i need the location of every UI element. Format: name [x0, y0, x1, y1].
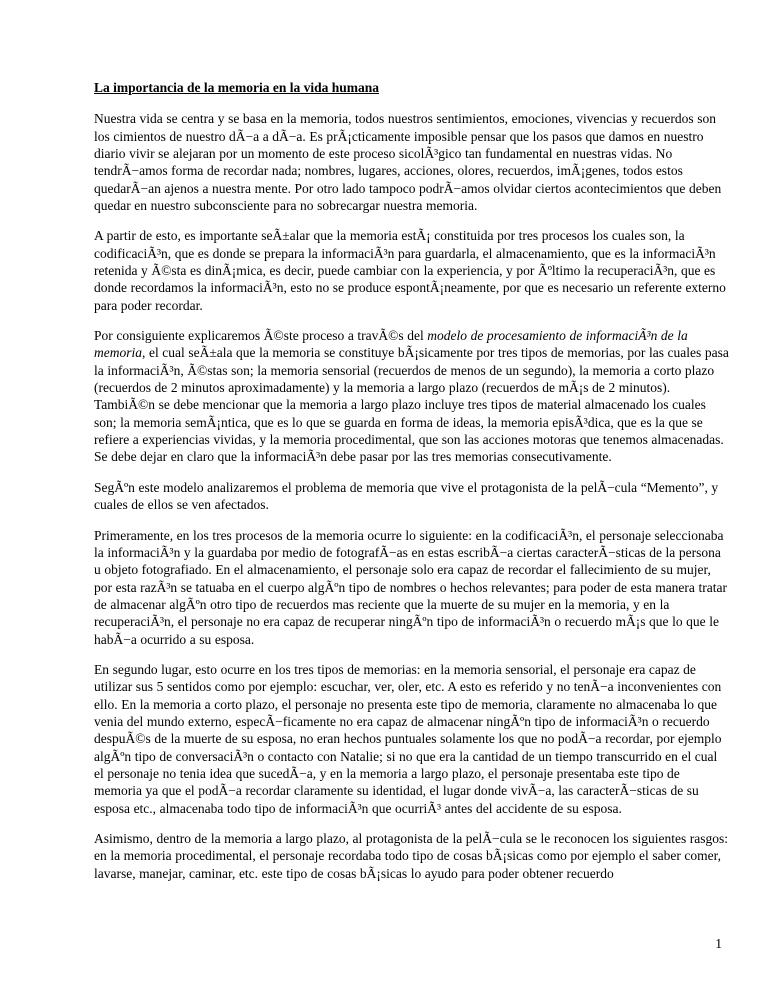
- paragraph: [94, 661, 730, 817]
- text-run: Primeramente, en los tres procesos de la memoria ocurre lo siguiente: en la codificaciÃ³n, el personaje seleccionaba la informaciÃ³n y la guardaba por medio de fotografÃ−as en estas escribÃ−a ciertas caracterÃ−sticas de la persona u objeto fotografiado. En el almacenamiento, el personaje solo era capaz de recordar el fallecimiento de su mujer, por esta razÃ³n se tatuaba en el cuerpo algÃºn tipo de nombres o hechos relevantes; para poder de esta manera tratar de almacenar algÃºn otro tipo de recuerdos mas reciente que la muerte de su mujer en la memoria, y en la recuperaciÃ³n, el personaje no era capaz de recuperar ningÃºn tipo de informaciÃ³n o recuerdo mÃ¡s que lo que le habÃ−a ocurrido a su esposa.: [94, 527, 727, 647]
- text-run: Por consiguiente explicaremos Ã©ste proceso a travÃ©s del: [94, 328, 428, 344]
- text-run: A partir de esto, es importante seÃ±alar que la memoria estÃ¡ constituida por tres procesos los cuales son, la codificaciÃ³n, que es donde se prepara la informaciÃ³n para guardarla, el almacenamiento, que es la informaciÃ³n retenida y Ã©sta es dinÃ¡mica, es decir, puede cambiar con la experiencia, y por Ãºltimo la recuperaciÃ³n, que es donde recordamos la informaciÃ³n, esto no se produce espontÃ¡neamente, por que es necesario un referente externo para poder recordar.: [94, 228, 726, 313]
- italic-text-run: modelo de procesamiento de informaciÃ³n de la memoria: [94, 328, 688, 361]
- page-number: 1: [715, 936, 722, 951]
- paragraph: [94, 527, 730, 648]
- paragraph: [94, 830, 730, 882]
- paragraph: [94, 327, 730, 466]
- text-run: SegÃºn este modelo analizaremos el problema de memoria que vive el protagonista de la pelÃ−cula “Memento”, y cuales de ellos se ven afectados.: [94, 479, 719, 513]
- paragraph: [94, 479, 730, 514]
- text-run: En segundo lugar, esto ocurre en los tres tipos de memorias: en la memoria sensorial, el personaje era capaz de utilizar sus 5 sentidos como por ejemplo: escuchar, ver, oler, etc. A esto es referido y no tenÃ−a inconvenientes con ello. En la memoria a corto plazo, el personaje no presenta este tipo de memoria, claramente no almacenaba lo que venia del mundo externo, especÃ−ficamente no era capaz de almacenar ningÃºn tipo de informaciÃ³n o recuerdo despuÃ©s de la muerte de su esposa, no eran hechos puntuales solamente los que no podÃ−a recordar, por ejemplo algÃºn tipo de conversaciÃ³n o contacto con Natalie; si no que era la cantidad de un tiempo transcurrido en el cual el personaje no tenia idea que sucedÃ−a, y en la memoria a largo plazo, el personaje presentaba este tipo de memoria ya que el podÃ−a recordar claramente su identidad, el lugar donde vivÃ−a, las caracterÃ−sticas de su esposa etc., almacenaba todo tipo de informaciÃ³n que ocurriÃ³ antes del accidente de su esposa.: [94, 661, 722, 816]
- document-title: La importancia de la memoria en la vida humana: [94, 80, 380, 95]
- paragraph: [94, 227, 730, 314]
- text-run: Nuestra vida se centra y se basa en la memoria, todos nuestros sentimientos, emociones, vivencias y recuerdos son los cimientos de nuestro dÃ−a a dÃ−a. Es prÃ¡cticamente imposible pensar que los pasos que damos en nuestro diario vivir se alejaran por un momento de este proceso sicolÃ³gico tan fundamental en nuestras vidas. No tendrÃ−amos forma de recordar nada; nombres, lugares, acciones, olores, recuerdos, imÃ¡genes, todos estos quedarÃ−an ajenos a nuestra mente. Por otro lado tampoco podrÃ−amos olvidar ciertos acontecimientos que deben quedar en nuestro subconsciente para no sobrecargar nuestra memoria.: [94, 111, 722, 214]
- document-body: [94, 110, 730, 882]
- paragraph: [94, 110, 730, 214]
- text-run: Asimismo, dentro de la memoria a largo plazo, al protagonista de la pelÃ−cula se le reconocen los siguientes rasgos: en la memoria procedimental, el personaje recordaba todo tipo de cosas bÃ¡sicas como por ejemplo el saber comer, lavarse, manejar, caminar, etc. este tipo de cosas bÃ¡sicas lo ayudo para poder obtener recuerdo: [94, 831, 729, 881]
- text-run: , el cual seÃ±ala que la memoria se constituye bÃ¡sicamente por tres tipos de memorias, por las cuales pasa la informaciÃ³n, Ã©stas son; la memoria sensorial (recuerdos de menos de un segundo), la memoria a corto plazo (recuerdos de 2 minutos aproximadamente) y la memoria a largo plazo (recuerdos de mÃ¡s de 2 minutos). TambiÃ©n se debe mencionar que la memoria a largo plazo incluye tres tipos de material almacenado los cuales son; la memoria semÃ¡ntica, que es lo que se guarda en forma de ideas, la memoria episÃ³dica, que es la que se refiere a experiencias vividas, y la memoria procedimental, que son las acciones motoras que tenemos almacenadas. Se debe dejar en claro que la informaciÃ³n debe pasar por las tres memorias consecutivamente.: [94, 345, 729, 465]
